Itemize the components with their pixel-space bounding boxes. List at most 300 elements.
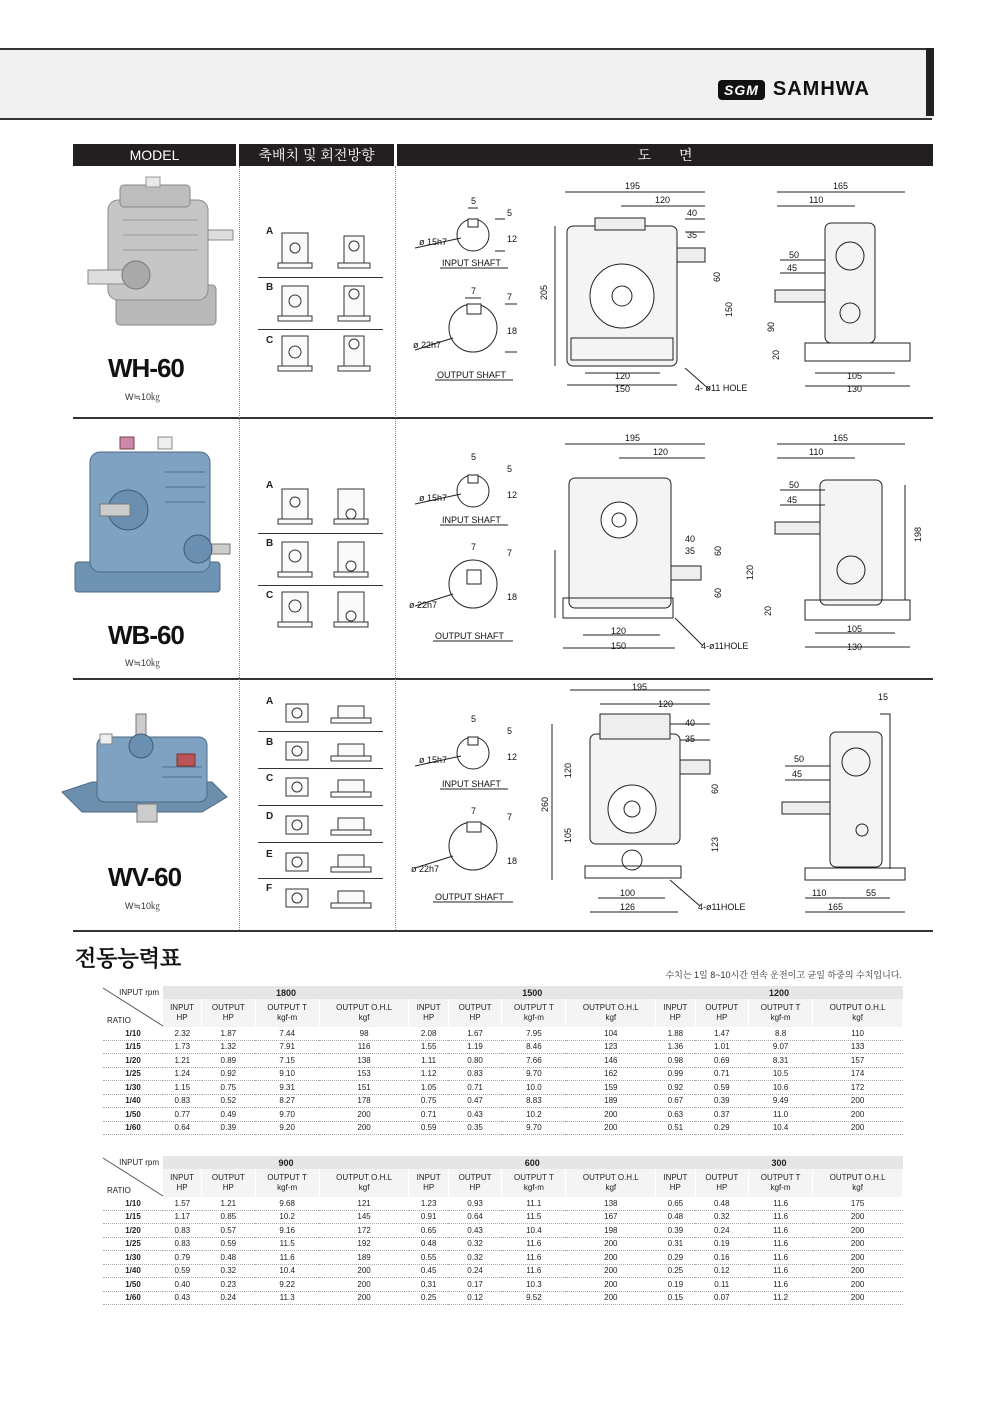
column-header-unit: kgf [852, 1183, 863, 1192]
dim: 110 [812, 888, 827, 898]
value-cell: 104 [566, 1027, 656, 1040]
value-cell: 0.43 [448, 1224, 501, 1238]
wh60-side-drawing [765, 178, 915, 400]
value-cell: 0.55 [409, 1251, 448, 1265]
header-corner [926, 48, 934, 116]
dim: 35 [687, 230, 698, 240]
model-weight-wv60: W≒10㎏ [125, 901, 161, 911]
value-cell: 1.36 [656, 1040, 695, 1054]
column-header-top: OUTPUT O.H.L [829, 1173, 886, 1182]
column-header [566, 1169, 656, 1197]
value-cell: 11.6 [749, 1251, 813, 1265]
value-cell: 0.79 [163, 1251, 202, 1265]
dim: 40 [685, 534, 696, 544]
wh60-shaft-drawing [405, 190, 535, 390]
dim: 105 [563, 827, 573, 843]
value-cell: 200 [566, 1251, 656, 1265]
value-cell: 9.70 [255, 1108, 319, 1122]
column-header [448, 1169, 501, 1197]
value-cell: 0.07 [695, 1291, 748, 1305]
ratio-cell: 1/30 [103, 1251, 163, 1265]
rpm-header: 1800 [163, 986, 409, 999]
column-header-unit: kgf-m [770, 1013, 791, 1022]
column-header-unit: kgf-m [770, 1183, 791, 1192]
value-cell: 0.83 [163, 1224, 202, 1238]
dim: 205 [539, 284, 549, 300]
column-header-top: OUTPUT [705, 1173, 739, 1182]
column-header-unit: kgf-m [277, 1183, 298, 1192]
value-cell: 11.6 [749, 1264, 813, 1278]
dim: 150 [724, 301, 734, 317]
value-cell: 133 [813, 1040, 903, 1054]
value-cell: 0.57 [202, 1224, 255, 1238]
value-cell: 0.40 [163, 1278, 202, 1292]
value-cell: 0.85 [202, 1210, 255, 1224]
value-cell: 11.1 [502, 1197, 566, 1210]
table-row [103, 1278, 903, 1292]
ratio-cell: 1/25 [103, 1067, 163, 1081]
column-header-top: OUTPUT O.H.L [336, 1003, 393, 1012]
value-cell: 192 [319, 1237, 409, 1251]
value-cell: 146 [566, 1054, 656, 1068]
value-cell: 1.57 [163, 1197, 202, 1210]
value-cell: 0.63 [656, 1108, 695, 1122]
value-cell: 10.2 [255, 1210, 319, 1224]
value-cell: 0.80 [448, 1054, 501, 1068]
value-cell: 0.71 [695, 1067, 748, 1081]
model-header: MODEL [73, 144, 236, 166]
value-cell: 2.08 [409, 1027, 448, 1040]
value-cell: 11.3 [255, 1291, 319, 1305]
value-cell: 9.22 [255, 1278, 319, 1292]
column-header [813, 999, 903, 1027]
column-header-top: OUTPUT [458, 1003, 492, 1012]
out-dia-label: ø 22h7 [413, 340, 442, 350]
value-cell: 0.59 [202, 1237, 255, 1251]
column-header-unit: kgf [605, 1013, 617, 1022]
value-cell: 200 [319, 1278, 409, 1292]
value-cell: 1.21 [202, 1197, 255, 1210]
value-cell: 0.93 [448, 1197, 501, 1210]
value-cell: 11.6 [749, 1224, 813, 1238]
in-depth-dim: 5 [507, 208, 513, 218]
value-cell: 172 [319, 1224, 409, 1238]
column-header [656, 999, 695, 1027]
value-cell: 0.59 [163, 1264, 202, 1278]
value-cell: 1.73 [163, 1040, 202, 1054]
out-depth-dim: 7 [507, 548, 513, 558]
value-cell: 123 [566, 1040, 656, 1054]
column-header-unit: HP [423, 1013, 435, 1022]
ratio-rpm-corner [103, 986, 163, 1027]
in-depth-dim: 5 [507, 464, 513, 474]
value-cell: 0.29 [656, 1251, 695, 1265]
column-header-top: INPUT [170, 1003, 195, 1012]
value-cell: 189 [566, 1094, 656, 1108]
column-header-top: OUTPUT [211, 1173, 245, 1182]
output-shaft-label: OUTPUT SHAFT [435, 631, 504, 641]
value-cell: 174 [813, 1067, 903, 1081]
value-cell: 200 [813, 1094, 903, 1108]
value-cell: 0.83 [163, 1094, 202, 1108]
value-cell: 0.15 [656, 1291, 695, 1305]
column-header-unit: HP [176, 1183, 188, 1192]
column-header-top: OUTPUT T [760, 1003, 801, 1012]
value-cell: 11.6 [749, 1278, 813, 1292]
value-cell: 98 [319, 1027, 409, 1040]
value-cell: 0.24 [202, 1291, 255, 1305]
value-cell: 9.49 [749, 1094, 813, 1108]
value-cell: 0.31 [409, 1278, 448, 1292]
table-row [103, 1224, 903, 1238]
option-label: B [266, 737, 274, 748]
value-cell: 11.6 [502, 1237, 566, 1251]
column-header [448, 999, 501, 1027]
dim: 198 [913, 526, 923, 542]
column-header-top: INPUT [663, 1173, 688, 1182]
ratio-cell: 1/40 [103, 1264, 163, 1278]
value-cell: 121 [319, 1197, 409, 1210]
column-header [502, 999, 566, 1027]
value-cell: 0.32 [202, 1264, 255, 1278]
value-cell: 9.31 [255, 1081, 319, 1095]
rpm-header: 900 [163, 1156, 409, 1169]
corner-top-label: INPUT rpm [119, 1158, 159, 1167]
in-h-dim: 12 [507, 490, 518, 500]
column-header-unit: HP [669, 1013, 681, 1022]
value-cell: 0.83 [448, 1067, 501, 1081]
dim: 150 [611, 641, 627, 651]
value-cell: 200 [813, 1210, 903, 1224]
column-header-unit: kgf [358, 1013, 370, 1022]
drawing-header: 도 면 [397, 144, 933, 166]
column-header-top: OUTPUT T [760, 1173, 801, 1182]
value-cell: 1.05 [409, 1081, 448, 1095]
value-cell: 9.68 [255, 1197, 319, 1210]
value-cell: 1.11 [409, 1054, 448, 1068]
value-cell: 8.83 [502, 1094, 566, 1108]
dim: 50 [789, 480, 800, 490]
value-cell: 10.0 [502, 1081, 566, 1095]
column-header-top: OUTPUT [211, 1003, 245, 1012]
value-cell: 0.89 [202, 1054, 255, 1068]
dim: 110 [809, 195, 824, 205]
wh60-front-drawing [535, 178, 765, 400]
corner-top-label: INPUT rpm [119, 988, 159, 997]
option-label: A [266, 480, 274, 491]
value-cell: 0.19 [656, 1278, 695, 1292]
column-header [255, 999, 319, 1027]
value-cell: 0.83 [163, 1237, 202, 1251]
dim: 130 [847, 384, 863, 394]
ratio-cell: 1/20 [103, 1224, 163, 1238]
column-header [813, 1169, 903, 1197]
dim: 100 [620, 888, 636, 898]
dim: 120 [653, 447, 669, 457]
value-cell: 7.91 [255, 1040, 319, 1054]
value-cell: 0.67 [656, 1094, 695, 1108]
hole-label: 4-ø11HOLE [698, 902, 746, 912]
column-header-unit: kgf-m [523, 1183, 544, 1192]
column-header-unit: kgf-m [523, 1013, 544, 1022]
value-cell: 11.6 [749, 1210, 813, 1224]
value-cell: 200 [566, 1108, 656, 1122]
dim: 126 [620, 902, 636, 912]
wb60-shaft-drawing [405, 446, 535, 646]
ratio-cell: 1/30 [103, 1081, 163, 1095]
value-cell: 200 [566, 1278, 656, 1292]
value-cell: 9.20 [255, 1121, 319, 1135]
dim: 165 [833, 181, 849, 191]
value-cell: 10.6 [749, 1081, 813, 1095]
value-cell: 0.24 [695, 1224, 748, 1238]
value-cell: 8.31 [749, 1054, 813, 1068]
value-cell: 1.87 [202, 1027, 255, 1040]
value-cell: 116 [319, 1040, 409, 1054]
value-cell: 7.44 [255, 1027, 319, 1040]
model-name-wb60: WB-60 [108, 620, 184, 650]
option-label: F [266, 883, 273, 894]
dim: 130 [847, 642, 863, 652]
value-cell: 138 [566, 1197, 656, 1210]
value-cell: 200 [566, 1237, 656, 1251]
table-row [103, 1210, 903, 1224]
value-cell: 200 [319, 1264, 409, 1278]
column-header-unit: HP [176, 1013, 188, 1022]
in-key-dim: 5 [471, 714, 477, 724]
value-cell: 11.6 [502, 1251, 566, 1265]
column-header [409, 1169, 448, 1197]
value-cell: 0.51 [656, 1121, 695, 1135]
value-cell: 0.32 [695, 1210, 748, 1224]
value-cell: 178 [319, 1094, 409, 1108]
value-cell: 0.75 [202, 1081, 255, 1095]
value-cell: 8.27 [255, 1094, 319, 1108]
dim: 20 [771, 349, 781, 360]
value-cell: 0.59 [409, 1121, 448, 1135]
value-cell: 200 [813, 1108, 903, 1122]
value-cell: 9.70 [502, 1067, 566, 1081]
column-header-unit: kgf [358, 1183, 370, 1192]
dim: 45 [787, 495, 798, 505]
table-row [103, 1108, 903, 1122]
value-cell: 0.98 [656, 1054, 695, 1068]
value-cell: 10.4 [502, 1224, 566, 1238]
ratio-cell: 1/60 [103, 1121, 163, 1135]
column-header-unit: HP [222, 1013, 234, 1022]
value-cell: 0.31 [656, 1237, 695, 1251]
ratio-cell: 1/60 [103, 1291, 163, 1305]
value-cell: 11.6 [502, 1264, 566, 1278]
value-cell: 0.39 [695, 1094, 748, 1108]
column-divider [395, 166, 396, 930]
performance-note: 수치는 1일 8~10시간 연속 운전이고 균일 하중의 수치입니다. [665, 970, 902, 980]
value-cell: 1.47 [695, 1027, 748, 1040]
output-shaft-label: OUTPUT SHAFT [435, 892, 504, 902]
dim: 35 [685, 734, 696, 744]
value-cell: 0.17 [448, 1278, 501, 1292]
value-cell: 10.3 [502, 1278, 566, 1292]
value-cell: 157 [813, 1054, 903, 1068]
value-cell: 11.6 [749, 1197, 813, 1210]
table-row [103, 1251, 903, 1265]
value-cell: 200 [566, 1121, 656, 1135]
value-cell: 200 [319, 1291, 409, 1305]
value-cell: 9.10 [255, 1067, 319, 1081]
rpm-header: 300 [656, 1156, 903, 1169]
performance-table [103, 1156, 903, 1305]
value-cell: 0.77 [163, 1108, 202, 1122]
column-header [163, 999, 202, 1027]
value-cell: 0.45 [409, 1264, 448, 1278]
in-dia-label: ø 15h7 [419, 755, 448, 765]
brand-name: SAMHWA [772, 78, 870, 100]
dim: 123 [710, 836, 720, 852]
corner-bottom-label: RATIO [107, 1186, 131, 1195]
value-cell: 0.48 [409, 1237, 448, 1251]
table-row [103, 1081, 903, 1095]
value-cell: 0.29 [695, 1121, 748, 1135]
value-cell: 0.23 [202, 1278, 255, 1292]
value-cell: 7.66 [502, 1054, 566, 1068]
value-cell: 1.88 [656, 1027, 695, 1040]
ratio-cell: 1/50 [103, 1278, 163, 1292]
value-cell: 10.4 [255, 1264, 319, 1278]
dim: 120 [563, 762, 573, 778]
model-name-wh60: WH-60 [108, 353, 184, 383]
value-cell: 10.2 [502, 1108, 566, 1122]
dim: 60 [713, 545, 723, 556]
option-label: C [266, 590, 274, 601]
value-cell: 8.8 [749, 1027, 813, 1040]
value-cell: 0.25 [409, 1291, 448, 1305]
wv60-shaft-drawing [405, 708, 535, 908]
arrangement-header: 축배치 및 회전방향 [239, 144, 394, 166]
model-name-wv60: WV-60 [108, 862, 182, 892]
option-label: B [266, 538, 274, 549]
value-cell: 0.75 [409, 1094, 448, 1108]
out-depth-dim: 7 [507, 812, 513, 822]
value-cell: 200 [813, 1251, 903, 1265]
column-header [202, 1169, 255, 1197]
option-label: B [266, 282, 274, 293]
in-h-dim: 12 [507, 752, 518, 762]
value-cell: 200 [813, 1121, 903, 1135]
dim: 105 [847, 371, 863, 381]
dim: 195 [632, 682, 648, 692]
table-row [103, 1054, 903, 1068]
dim: 120 [655, 195, 671, 205]
column-header-top: OUTPUT O.H.L [829, 1003, 886, 1012]
table-row [103, 1197, 903, 1210]
column-header-unit: HP [669, 1183, 681, 1192]
dim: 105 [847, 624, 863, 634]
value-cell: 1.21 [163, 1054, 202, 1068]
table-row [103, 1264, 903, 1278]
wb60-photo [70, 432, 235, 617]
column-header [255, 1169, 319, 1197]
dim: 195 [625, 433, 641, 443]
wh60-photo [78, 175, 238, 350]
column-header-top: OUTPUT T [514, 1003, 554, 1012]
input-shaft-label: INPUT SHAFT [442, 779, 501, 789]
value-cell: 138 [319, 1054, 409, 1068]
option-label: C [266, 335, 274, 346]
value-cell: 0.49 [202, 1108, 255, 1122]
out-h-dim: 18 [507, 326, 518, 336]
in-key-dim: 5 [471, 452, 477, 462]
column-header-top: INPUT [416, 1003, 441, 1012]
ratio-cell: 1/10 [103, 1027, 163, 1040]
column-header-unit: HP [423, 1183, 435, 1192]
dim: 195 [625, 181, 641, 191]
value-cell: 189 [319, 1251, 409, 1265]
ratio-cell: 1/20 [103, 1054, 163, 1068]
value-cell: 200 [566, 1264, 656, 1278]
column-header-top: INPUT [663, 1003, 688, 1012]
out-dia-label: ø 22h7 [411, 864, 440, 874]
value-cell: 0.99 [656, 1067, 695, 1081]
dim: 45 [792, 769, 803, 779]
row-separator [73, 930, 933, 932]
dim: 40 [685, 718, 696, 728]
model-weight-wb60: W≒10㎏ [125, 658, 161, 668]
output-shaft-label: OUTPUT SHAFT [437, 370, 506, 380]
row-separator [73, 678, 933, 680]
value-cell: 11.6 [255, 1251, 319, 1265]
ratio-cell: 1/15 [103, 1040, 163, 1054]
column-header [695, 1169, 748, 1197]
table-row [103, 1237, 903, 1251]
wb60-side-drawing [765, 430, 925, 655]
value-cell: 0.71 [409, 1108, 448, 1122]
value-cell: 0.69 [695, 1054, 748, 1068]
value-cell: 0.12 [695, 1264, 748, 1278]
value-cell: 200 [813, 1264, 903, 1278]
out-depth-dim: 7 [507, 292, 513, 302]
wb60-front-drawing [535, 430, 773, 655]
in-h-dim: 12 [507, 234, 518, 244]
dim: 45 [787, 263, 798, 273]
value-cell: 0.65 [409, 1224, 448, 1238]
sgm-logo: SGM [718, 80, 765, 100]
out-key-dim: 7 [471, 542, 477, 552]
value-cell: 200 [813, 1237, 903, 1251]
value-cell: 0.24 [448, 1264, 501, 1278]
value-cell: 200 [813, 1224, 903, 1238]
column-header [163, 1169, 202, 1197]
option-label: D [266, 811, 274, 822]
value-cell: 151 [319, 1081, 409, 1095]
column-divider [239, 166, 240, 930]
dim: 60 [710, 783, 720, 794]
value-cell: 2.32 [163, 1027, 202, 1040]
value-cell: 0.35 [448, 1121, 501, 1135]
value-cell: 0.39 [656, 1224, 695, 1238]
option-label: A [266, 696, 274, 707]
dim: 165 [828, 902, 844, 912]
value-cell: 11.5 [502, 1210, 566, 1224]
value-cell: 0.48 [695, 1197, 748, 1210]
dim: 165 [833, 433, 849, 443]
value-cell: 200 [813, 1291, 903, 1305]
dim: 150 [615, 384, 631, 394]
dim: 60 [712, 271, 722, 282]
value-cell: 0.39 [202, 1121, 255, 1135]
value-cell: 7.95 [502, 1027, 566, 1040]
value-cell: 11.6 [749, 1237, 813, 1251]
rpm-header: 600 [409, 1156, 656, 1169]
